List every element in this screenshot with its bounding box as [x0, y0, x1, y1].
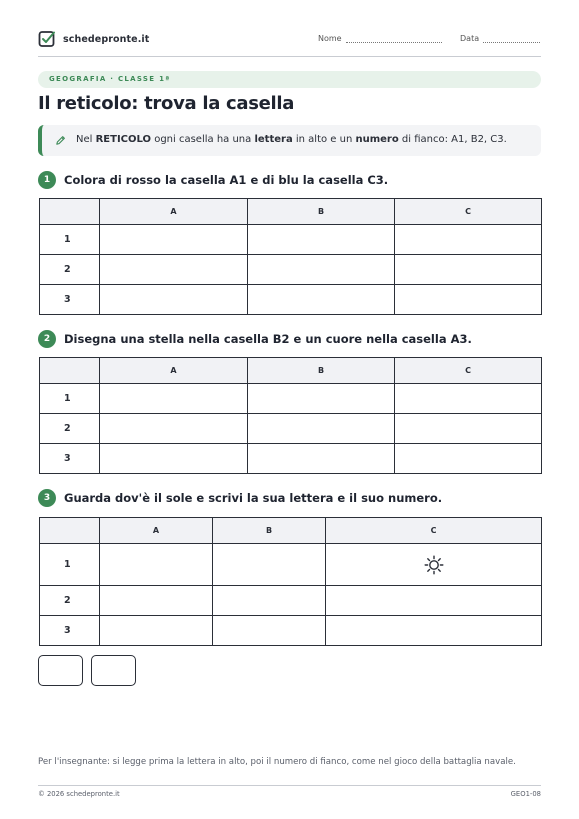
grid-cell-a2[interactable] — [100, 586, 213, 616]
grid-row — [40, 586, 542, 616]
row-label: 3 — [40, 616, 100, 646]
grid-cell-b3[interactable] — [248, 285, 395, 315]
grid-cell-c2[interactable] — [395, 255, 542, 285]
grid-table-3 — [39, 517, 542, 646]
grid-row — [40, 414, 542, 444]
row-label: 1 — [40, 225, 100, 255]
column-header: B — [248, 199, 395, 225]
grid-table-2 — [39, 357, 542, 474]
grid-cell-b1[interactable] — [213, 544, 326, 586]
grid-row — [40, 225, 542, 255]
row-label: 3 — [40, 285, 100, 315]
grid-row — [40, 616, 542, 646]
grid-row — [40, 444, 542, 474]
grid-table-1 — [39, 198, 542, 315]
site-logo — [38, 30, 149, 48]
page-title: Il reticolo: trova la casella — [38, 93, 295, 114]
column-header: C — [326, 518, 542, 544]
worksheet-code: GEO1-08 — [510, 790, 541, 798]
row-label: 2 — [40, 414, 100, 444]
grid-cell-a2[interactable] — [100, 414, 248, 444]
column-header: C — [395, 358, 542, 384]
footer-divider — [38, 785, 541, 786]
grid-cell-c2[interactable] — [326, 586, 542, 616]
date-field[interactable] — [460, 34, 540, 43]
corner-cell — [40, 199, 100, 225]
sun-icon — [424, 555, 444, 575]
header-divider — [38, 56, 541, 57]
exercise-number-badge: 1 — [38, 171, 56, 189]
corner-cell — [40, 358, 100, 384]
grid-cell-b2[interactable] — [248, 414, 395, 444]
corner-cell — [40, 518, 100, 544]
column-header: C — [395, 199, 542, 225]
row-label: 2 — [40, 255, 100, 285]
column-header: B — [248, 358, 395, 384]
grid-cell-a3[interactable] — [100, 444, 248, 474]
date-label: Data — [460, 34, 480, 43]
grid-cell-b3[interactable] — [248, 444, 395, 474]
grid-row — [40, 285, 542, 315]
site-name: schedepronte.it — [63, 33, 150, 45]
row-label: 1 — [40, 544, 100, 586]
row-label: 3 — [40, 444, 100, 474]
exercise-3-heading — [38, 489, 442, 507]
grid-cell-b1[interactable] — [248, 384, 395, 414]
exercise-1-heading — [38, 171, 388, 189]
grid-cell-c1 — [326, 544, 542, 586]
exercise-number-badge: 3 — [38, 489, 56, 507]
name-label: Nome — [318, 34, 342, 43]
grid-cell-b2[interactable] — [213, 586, 326, 616]
pencil-icon — [55, 135, 66, 146]
grid-cell-a2[interactable] — [100, 255, 248, 285]
subject-pill — [38, 71, 541, 88]
copyright-text: © 2026 schedepronte.it — [38, 790, 120, 798]
grid-row — [40, 384, 542, 414]
column-header: A — [100, 518, 213, 544]
exercise-instruction: Guarda dov'è il sole e scrivi la sua lettera e il suo numero. — [64, 491, 443, 505]
name-line — [346, 34, 442, 43]
grid-cell-a3[interactable] — [100, 285, 248, 315]
grid-cell-c2[interactable] — [395, 414, 542, 444]
answer-number-box[interactable] — [91, 655, 136, 686]
page-header — [38, 30, 541, 52]
subject-label: GEOGRAFIA · CLASSE 1ª — [49, 75, 171, 83]
exercise-instruction: Colora di rosso la casella A1 e di blu la casella C3. — [64, 173, 389, 187]
grid-cell-a1[interactable] — [100, 384, 248, 414]
info-text: Nel RETICOLO ogni casella ha una lettera in alto e un numero di fianco: A1, B2, C3. — [76, 134, 507, 145]
grid-cell-c3[interactable] — [326, 616, 542, 646]
grid-cell-c3[interactable] — [395, 285, 542, 315]
teacher-note: Per l'insegnante: si legge prima la lettera in alto, poi il numero di fianco, come nel gioco della battaglia navale. — [38, 757, 516, 767]
grid-row — [40, 255, 542, 285]
checkbox-logo-icon — [38, 30, 56, 48]
grid-cell-a3[interactable] — [100, 616, 213, 646]
grid-row — [40, 544, 542, 586]
row-label: 2 — [40, 586, 100, 616]
name-field[interactable] — [318, 34, 442, 43]
exercise-instruction: Disegna una stella nella casella B2 e un cuore nella casella A3. — [64, 332, 472, 346]
column-header: A — [100, 358, 248, 384]
exercise-number-badge: 2 — [38, 330, 56, 348]
info-box — [38, 125, 541, 156]
row-label: 1 — [40, 384, 100, 414]
answer-letter-box[interactable] — [38, 655, 83, 686]
grid-cell-b1[interactable] — [248, 225, 395, 255]
grid-cell-b3[interactable] — [213, 616, 326, 646]
grid-cell-a1[interactable] — [100, 544, 213, 586]
grid-header-row — [40, 518, 542, 544]
exercise-2-heading — [38, 330, 472, 348]
grid-cell-c1[interactable] — [395, 225, 542, 255]
grid-header-row — [40, 199, 542, 225]
grid-cell-a1[interactable] — [100, 225, 248, 255]
grid-cell-c3[interactable] — [395, 444, 542, 474]
column-header: A — [100, 199, 248, 225]
date-line — [483, 34, 540, 43]
grid-cell-c1[interactable] — [395, 384, 542, 414]
column-header: B — [213, 518, 326, 544]
grid-cell-b2[interactable] — [248, 255, 395, 285]
grid-header-row — [40, 358, 542, 384]
